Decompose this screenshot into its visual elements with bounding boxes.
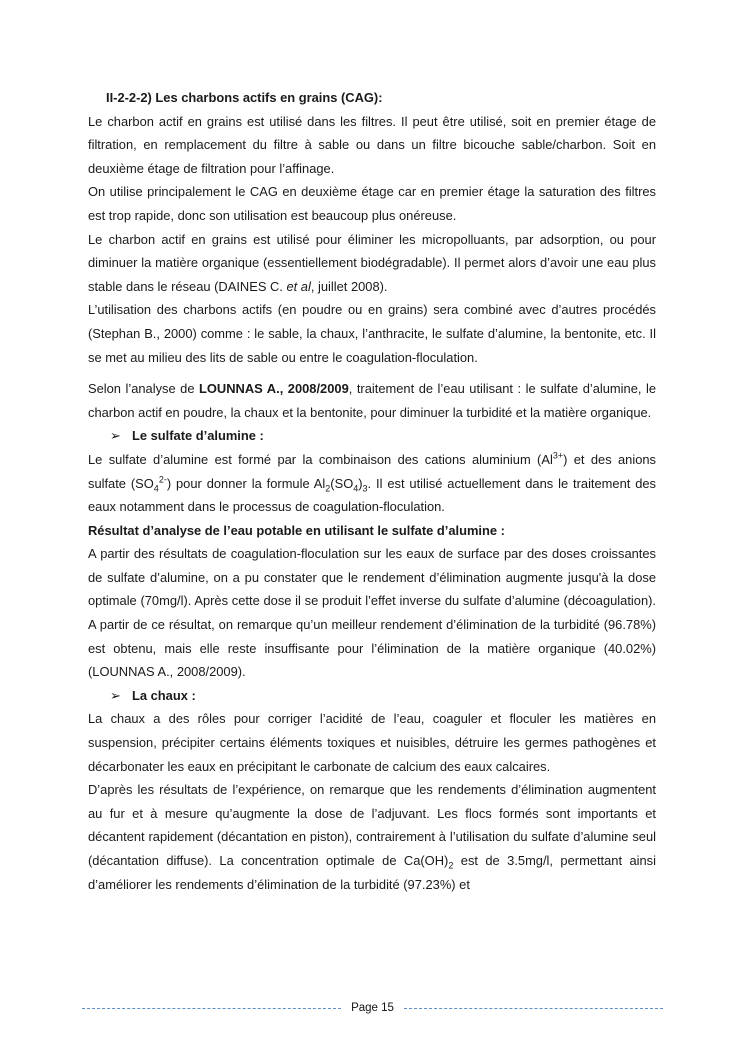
footer-divider [404, 1008, 663, 1009]
bullet-chaux: ➢ La chaux : [88, 684, 656, 708]
citation-bold: LOUNNAS A., 2008/2009 [199, 381, 349, 397]
paragraph: Selon l’analyse de LOUNNAS A., 2008/2009, traitement de l’eau utilisant : le sulfate d’alumine, le charbon actif en poudre, la chaux et la bentonite, pour diminuer la turbidité et la matière organique. [88, 381, 657, 420]
result-heading: Résultat d’analyse de l’eau potable en utilisant le sulfate d’alumine : [88, 522, 505, 538]
footer-divider [82, 1008, 341, 1009]
bullet-sulfate-alumine: ➢ Le sulfate d’alumine : [88, 424, 656, 448]
paragraph: L’utilisation des charbons actifs (en poudre ou en grains) sera combiné avec d’autres procédés (Stephan B., 2000) comme : le sable, la chaux, l’anthracite, le sulfate d’alumine, la bentonite, etc. Il se met au milieu des lits de sable ou entre le coagulation-floculation. [88, 302, 656, 365]
paragraph: Le charbon actif en grains est utilisé dans les filtres. Il peut être utilisé, soit en premier étage de filtration, en remplacement du filtre à sable ou dans un filtre bicouche sable/charbon. Soit en deuxième étage de filtration pour l’affinage. [88, 113, 656, 176]
paragraph: Le sulfate d’alumine est formé par la combinaison des cations aluminium $(Al^{3+})$ et des anions sulfate $(SO_4^{2-})$ pour donner la formule $Al_2(SO_4)_3$. Il est utilisé actuellement dans le traitement des eaux notamment dans le processus de coagulation-floculation. [88, 450, 657, 515]
page-footer [82, 998, 663, 1018]
arrow-bullet-icon: ➢ [110, 428, 121, 444]
section-heading: II-2-2-2) Les charbons actifs en grains (CAG): [106, 90, 383, 105]
paragraph: Le charbon actif en grains est utilisé pour éliminer les micropolluants, par adsorption, ou pour diminuer la matière organique (essentiellement biodégradable). Il permet alors d’avoir une eau plus stable dans le réseau (DAINES C. et al, juillet 2008). [88, 231, 656, 294]
page-number: Page 15 [351, 1002, 394, 1014]
paragraph: On utilise principalement le CAG en deuxième étage car en premier étage la saturation des filtres est trop rapide, donc son utilisation est beaucoup plus onéreuse. [88, 184, 656, 223]
arrow-bullet-icon: ➢ [110, 687, 121, 703]
document-body [88, 86, 656, 896]
paragraph: A partir des résultats de coagulation-floculation sur les eaux de surface par des doses croissantes de sulfate d’alumine, on a pu constater que le rendement d’élimination augmente jusqu'à la dose optimale (70mg/l). Après cette dose il se produit l’effet inverse du sulfate d’alumine (décoagulation). A partir de ce résultat, on remarque qu’un meilleur rendement d’élimination de la turbidité (96.78%) est obtenu, mais elle reste insuffisante pour l’élimination de la matière organique (40.02%) (LOUNNAS A., 2008/2009). [88, 546, 656, 680]
paragraph: La chaux a des rôles pour corriger l’acidité de l’eau, coaguler et floculer les matières en suspension, précipiter certains éléments toxiques et nuisibles, détruire les germes pathogènes et décarbonater les eaux en précipitant le carbonate de calcium des eaux calcaires. [88, 711, 656, 774]
paragraph: D’après les résultats de l’expérience, on remarque que les rendements d’élimination augmentent au fur et à mesure qu’augmente la dose de l’adjuvant. Les flocs formés sont importants et décantent rapidement (décantation en piston), contrairement à l’utilisation du sulfate d’alumine seul (décantation diffuse). La concentration optimale de $Ca(OH)_2$ est de 3.5mg/l, permettant ainsi d’améliorer les rendements d’élimination de la turbidité (97.23%) et [88, 782, 656, 892]
